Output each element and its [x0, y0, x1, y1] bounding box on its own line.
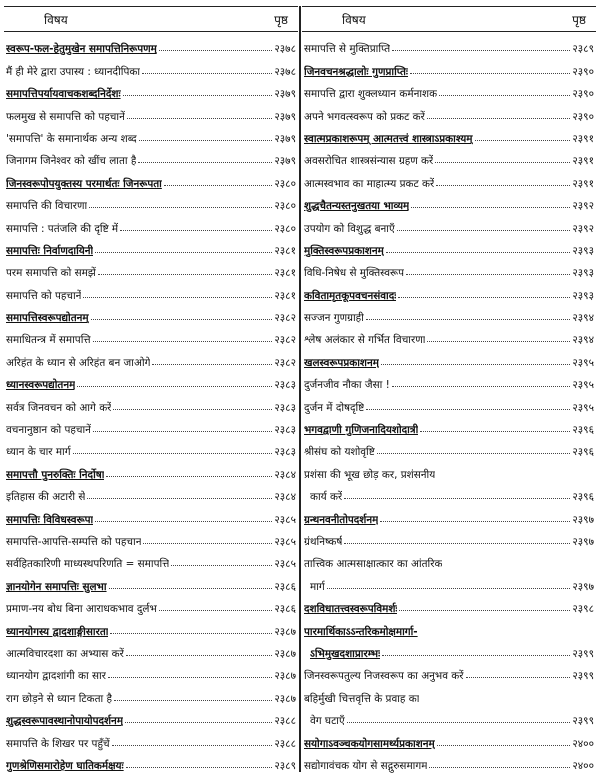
dot-leader — [439, 95, 570, 96]
entry-page-number: २३९५ — [572, 379, 594, 392]
toc-entry — [302, 661, 596, 683]
dot-leader — [112, 745, 273, 746]
entry-title: श्लेष अलंकार से गर्भित विचारणा — [304, 334, 426, 347]
entry-title: भगवद्वाणी गुणिजनादियशोदात्री — [304, 424, 419, 437]
toc-entry — [4, 79, 298, 101]
toc-entry — [4, 191, 298, 213]
toc-entry — [4, 303, 298, 325]
toc-entry — [4, 683, 298, 705]
dot-leader — [475, 140, 571, 141]
entry-title: जिनवचनश्रद्धालोः गुणप्राप्तिः — [304, 65, 408, 78]
entry-page-number: २३९१ — [572, 177, 594, 190]
dot-leader — [366, 319, 571, 320]
entry-page-number: २३९० — [572, 88, 594, 101]
toc-entry — [302, 639, 596, 661]
entry-page-number: २४०० — [572, 737, 594, 750]
entry-title: ध्यानस्वरूपद्योतनम् — [6, 379, 76, 392]
entry-title: समापत्ति से मुक्तिप्राप्ति — [304, 43, 391, 56]
entry-page-number: २३७९ — [274, 88, 296, 101]
dot-leader — [139, 140, 273, 141]
entry-page-number: २३८० — [274, 222, 296, 235]
entry-page-number: २३७९ — [274, 155, 296, 168]
entry-page-number: २३९२ — [572, 200, 594, 213]
dot-leader — [127, 118, 273, 119]
page-label: पृष्ठ — [572, 12, 586, 27]
toc-entry — [302, 706, 596, 728]
entry-page-number: २३७९ — [274, 110, 296, 123]
dot-leader — [344, 543, 570, 544]
entry-title: प्रशंसा की भूख छोड़ कर, प्रशंसनीय — [304, 468, 436, 481]
entry-page-number: २३८३ — [274, 446, 296, 459]
entry-title: मार्ग — [310, 580, 325, 593]
toc-entry — [4, 124, 298, 146]
dot-leader — [109, 588, 273, 589]
entry-title: मैं ही मेरे द्वारा उपास्य : ध्यानदीपिका — [6, 65, 141, 78]
toc-entry — [4, 751, 298, 773]
toc-entry — [4, 236, 298, 258]
toc-entry — [4, 504, 298, 526]
toc-entry — [4, 415, 298, 437]
toc-entry — [4, 168, 298, 190]
dot-leader — [427, 118, 570, 119]
dot-leader — [113, 409, 272, 410]
entry-title: फलमुख से समापत्ति को पहचानें — [6, 110, 125, 123]
entry-title: सद्योगावंचक योग से सद्गुरुसमागम — [304, 759, 428, 772]
entry-page-number: २३९४ — [572, 334, 594, 347]
toc-entry — [302, 370, 596, 392]
entry-page-number: २३९३ — [572, 244, 594, 257]
entry-page-number: २३८७ — [274, 647, 296, 660]
entry-page-number: २३८२ — [274, 334, 296, 347]
dot-leader — [120, 230, 272, 231]
dot-leader — [93, 341, 273, 342]
page-label: पृष्ठ — [274, 12, 288, 27]
dot-leader — [435, 162, 570, 163]
dot-leader — [427, 341, 570, 342]
entry-page-number: २३८९ — [572, 43, 594, 56]
entry-page-number: २३९६ — [572, 491, 594, 504]
entry-page-number: २३९६ — [572, 446, 594, 459]
entry-title: गुणश्रेणिसमारोहेण घातिकर्मक्षयः — [6, 759, 124, 772]
entry-page-number: २३९० — [572, 65, 594, 78]
entry-title: समापत्तौ पुनरुक्तिः निर्दोषा — [6, 468, 105, 481]
dot-leader — [126, 655, 273, 656]
entry-page-number: २३९० — [572, 110, 594, 123]
toc-entry — [4, 549, 298, 571]
entry-title: खलस्वरूपप्रकाशनम् — [304, 356, 379, 369]
dot-leader — [466, 677, 571, 678]
dot-leader — [410, 73, 570, 74]
dot-leader — [159, 610, 273, 611]
toc-entry — [302, 79, 596, 101]
entry-title: ध्यान के चार मार्ग — [6, 446, 71, 459]
entry-title: समापत्ति : पतंजलि की दृष्टि में — [6, 222, 119, 235]
entry-title: जिनस्वरूपतुल्य निजस्वरूप का अनुभव करें — [304, 670, 464, 683]
entry-title: समापत्ति-आपत्ति-सम्पत्ति को पहचान — [6, 535, 142, 548]
dot-leader — [110, 633, 272, 634]
entry-page-number: २३९३ — [572, 289, 594, 302]
toc-entry — [302, 236, 596, 258]
entry-title: ज्ञानयोगेन समापत्तिः सुलभा — [6, 580, 107, 593]
entry-title: शुद्धस्वरूपावस्थानोपायोपदर्शनम् — [6, 715, 124, 728]
dot-leader — [380, 521, 570, 522]
toc-entry — [302, 325, 596, 347]
toc-entry — [302, 415, 596, 437]
toc-entry — [302, 594, 596, 616]
toc-entry — [4, 527, 298, 549]
entry-page-number: २३८४ — [274, 491, 296, 504]
entry-title: विधि-निषेध से मुक्तिस्वरूप — [304, 267, 404, 280]
entry-title: स्वात्मप्रकाशरूपम् आत्मतत्त्वं शास्त्राऽप्रकाश्यम् — [304, 132, 473, 145]
dot-leader — [429, 767, 570, 768]
dot-leader — [108, 677, 272, 678]
toc-entry — [4, 437, 298, 459]
entry-page-number: २३८३ — [274, 424, 296, 437]
toc-entry — [302, 101, 596, 123]
entry-title: समापत्तिः निर्वाणदायिनी — [6, 244, 94, 257]
entry-page-number: २३७८ — [274, 43, 296, 56]
entry-page-number: २४०० — [572, 759, 594, 772]
entry-page-number: २३८८ — [274, 737, 296, 750]
dot-leader — [437, 745, 571, 746]
dot-leader — [164, 185, 273, 186]
entry-page-number: २३७९ — [274, 132, 296, 145]
toc-entry — [4, 370, 298, 392]
entry-page-number: २३८२ — [274, 312, 296, 325]
dot-leader — [93, 431, 272, 432]
entry-title: प्रमाण-नय बोध बिना आराधकभाव दुर्लभ — [6, 603, 157, 616]
toc-entry — [4, 616, 298, 638]
toc-entry — [4, 34, 298, 56]
dot-leader — [106, 476, 272, 477]
entry-title: समापत्ति द्वारा शुक्लध्यान कर्मनाशक — [304, 88, 438, 101]
entry-page-number: २३८२ — [274, 356, 296, 369]
dot-leader — [382, 655, 570, 656]
entry-title: पारमार्थिकाऽऽन्तरिकमोक्षमार्गा- — [304, 625, 418, 638]
entry-title: ध्यानयोगस्य द्वादशाङ्गीसारता — [6, 625, 109, 638]
entry-page-number: २३८३ — [274, 401, 296, 414]
entry-title: अरिहंत के ध्यान से अरिहंत बन जाओगे — [6, 356, 151, 369]
dot-leader — [327, 588, 571, 589]
entry-page-number: २३८० — [274, 200, 296, 213]
entry-page-number: २३९१ — [572, 155, 594, 168]
subject-label: विषय — [342, 12, 366, 27]
toc-entry — [302, 191, 596, 213]
entry-title: 'समापत्ति' के समानार्थक अन्य शब्द — [6, 132, 137, 145]
entry-title: तात्त्विक आत्मसाक्षात्कार का आंतरिक — [304, 558, 443, 571]
left-column-header — [4, 6, 298, 32]
dot-leader — [386, 252, 571, 253]
dot-leader — [171, 565, 272, 566]
toc-entry — [302, 459, 596, 481]
entry-page-number: २३९१ — [572, 132, 594, 145]
dot-leader — [347, 722, 571, 723]
toc-entry — [302, 571, 596, 593]
entry-title: इतिहास की अटारी से — [6, 491, 86, 504]
entry-page-number: २३८६ — [274, 603, 296, 616]
entry-title: दुर्जनजीव नौका जैसा ! — [304, 379, 390, 392]
entry-title: दशविधातत्त्वस्वरूपविमर्शः — [304, 603, 398, 616]
entry-title: अपने भगवत्स्वरूप को प्रकट करें — [304, 110, 425, 123]
dot-leader — [420, 431, 570, 432]
entry-title: ग्रन्थनवनीतोपदर्शनम् — [304, 513, 379, 526]
entry-title: वचनानुष्ठान को पहचानें — [6, 424, 91, 437]
dot-leader — [83, 297, 272, 298]
toc-entry — [302, 616, 596, 638]
entry-page-number: २३९२ — [572, 222, 594, 235]
toc-entry — [4, 661, 298, 683]
dot-leader — [125, 722, 272, 723]
entry-title: ध्यानयोग द्वादशांगी का सार — [6, 670, 106, 683]
dot-leader — [406, 274, 570, 275]
toc-entry — [302, 751, 596, 773]
entry-title: जिनागम जिनेश्वर को खींच लाता है — [6, 155, 137, 168]
entry-page-number: २३९९ — [572, 670, 594, 683]
entry-page-number: २३९५ — [572, 356, 594, 369]
entry-title: परम समापत्ति को समझें — [6, 267, 96, 280]
toc-entry — [302, 303, 596, 325]
dot-leader — [143, 543, 272, 544]
entry-page-number: २३९४ — [572, 312, 594, 325]
entry-title: स्वरूप-फल-हेतुमुखेन समापत्तिनिरूपणम् — [6, 43, 157, 56]
entry-page-number: २३९९ — [572, 647, 594, 660]
dot-leader — [397, 230, 571, 231]
entry-page-number: २३८६ — [274, 580, 296, 593]
entry-title: सर्वहितकारिणी माध्यस्थपरिणति = समापत्ति — [6, 558, 170, 571]
entry-title: जिनस्वरूपोपयुक्तस्य परमार्थतः जिनरूपता — [6, 177, 162, 190]
right-entry-list — [302, 34, 596, 773]
dot-leader — [77, 386, 272, 387]
toc-entry — [302, 258, 596, 280]
toc-entry — [4, 728, 298, 750]
dot-leader — [381, 364, 570, 365]
entry-title: ग्रंथनिष्कर्ष — [304, 535, 343, 548]
dot-leader — [91, 319, 273, 320]
entry-page-number: २३९७ — [572, 535, 594, 548]
entry-page-number: २३९६ — [572, 424, 594, 437]
entry-title: समापत्तिः विविधस्वरूपा — [6, 513, 94, 526]
entry-page-number: २३८७ — [274, 625, 296, 638]
entry-page-number: २३७८ — [274, 65, 296, 78]
entry-page-number: २३९७ — [572, 580, 594, 593]
dot-leader — [344, 498, 570, 499]
entry-page-number: २३८१ — [274, 267, 296, 280]
entry-page-number: २३८३ — [274, 379, 296, 392]
dot-leader — [392, 50, 570, 51]
dot-leader — [95, 252, 272, 253]
entry-title: दुर्जन में दोषदृष्टि — [304, 401, 365, 414]
entry-title: समापत्ति को पहचानें — [6, 289, 82, 302]
toc-entry — [302, 527, 596, 549]
entry-title: ऽभिमुखदशाप्रारम्भः — [310, 647, 381, 660]
right-column-header — [302, 6, 596, 32]
dot-leader — [377, 453, 571, 454]
toc-entry — [4, 325, 298, 347]
entry-page-number: २३८९ — [274, 759, 296, 772]
dot-leader — [89, 207, 272, 208]
toc-entry — [4, 706, 298, 728]
dot-leader — [398, 297, 570, 298]
entry-page-number: २३८७ — [274, 670, 296, 683]
toc-entry — [4, 639, 298, 661]
entry-title: श्रीसंघ को यशोवृष्टि — [304, 446, 375, 459]
entry-title: सर्वत्र जिनवचन को आगे करें — [6, 401, 112, 414]
dot-leader — [411, 207, 570, 208]
toc-entry — [302, 56, 596, 78]
entry-page-number: २३८१ — [274, 289, 296, 302]
entry-title: समाधितन्त्र में समापत्ति — [6, 334, 91, 347]
entry-title: अवसरोचित शास्त्रसंन्यास ग्रहण करें — [304, 155, 434, 168]
entry-title: आत्मविचारदशा का अभ्यास करें — [6, 647, 124, 660]
entry-title: शुद्धचैतन्यस्तनुखतया भाव्यम् — [304, 200, 410, 213]
dot-leader — [152, 364, 272, 365]
entry-page-number: २३८५ — [274, 535, 296, 548]
entry-page-number: २३८७ — [274, 692, 296, 705]
entry-title: सयोगाऽवञ्चकयोगसामर्थ्यप्रकाशनम् — [304, 737, 435, 750]
entry-page-number: २३८१ — [274, 244, 296, 257]
left-entry-list — [4, 34, 298, 773]
toc-entry — [302, 347, 596, 369]
entry-title: समापत्ति के शिखर पर पहुँचें — [6, 737, 110, 750]
dot-leader — [73, 453, 273, 454]
toc-entry — [4, 213, 298, 235]
dot-leader — [123, 95, 273, 96]
toc-entry — [302, 213, 596, 235]
entry-title: वेग घटाएँ — [310, 715, 345, 728]
toc-entry — [302, 482, 596, 504]
dot-leader — [392, 386, 571, 387]
entry-title: बहिर्मुखी चित्तवृत्ति के प्रवाह का — [304, 692, 420, 705]
dot-leader — [142, 73, 272, 74]
toc-entry — [4, 392, 298, 414]
toc-entry — [302, 683, 596, 705]
dot-leader — [366, 409, 570, 410]
subject-label: विषय — [44, 12, 68, 27]
dot-leader — [399, 610, 570, 611]
dot-leader — [159, 50, 273, 51]
toc-entry — [302, 124, 596, 146]
entry-title: समापत्तिपर्यायवाचकशब्दनिर्देशः — [6, 88, 121, 101]
entry-page-number: २३९८ — [572, 603, 594, 616]
dot-leader — [98, 274, 273, 275]
entry-page-number: २३९३ — [572, 267, 594, 280]
toc-entry — [4, 258, 298, 280]
toc-entry — [4, 459, 298, 481]
left-column — [4, 6, 298, 773]
dot-leader — [126, 767, 273, 768]
entry-title: सज्जन गुणग्राही — [304, 312, 364, 325]
entry-page-number: २३८५ — [274, 558, 296, 571]
toc-entry — [4, 594, 298, 616]
entry-page-number: २३८० — [274, 177, 296, 190]
entry-title: आत्मस्वभाव का माहात्म्य प्रकट करें — [304, 177, 435, 190]
entry-title: राग छोड़ने से ध्यान टिकता है — [6, 692, 113, 705]
entry-page-number: २३९९ — [572, 715, 594, 728]
toc-entry — [302, 504, 596, 526]
toc-entry — [4, 56, 298, 78]
toc-entry — [4, 101, 298, 123]
toc-entry — [302, 168, 596, 190]
toc-entry — [4, 146, 298, 168]
dot-leader — [436, 185, 570, 186]
entry-page-number: २३८४ — [274, 468, 296, 481]
entry-page-number: २३९७ — [572, 513, 594, 526]
entry-title: उपयोग को विशुद्ध बनाएँ — [304, 222, 395, 235]
toc-entry — [302, 280, 596, 302]
toc-entry — [4, 571, 298, 593]
entry-title: कवितामृतकूपवचनसंवादः — [304, 289, 397, 302]
toc-entry — [302, 437, 596, 459]
toc-entry — [302, 549, 596, 571]
entry-page-number: २३९५ — [572, 401, 594, 414]
entry-title: कार्य करें — [310, 491, 343, 504]
toc-entry — [302, 34, 596, 56]
entry-page-number: २३८५ — [274, 513, 296, 526]
dot-leader — [95, 521, 272, 522]
entry-title: समापत्तिस्वरूपद्योतनम् — [6, 312, 89, 325]
toc-entry — [4, 482, 298, 504]
dot-leader — [114, 700, 272, 701]
toc-entry — [4, 280, 298, 302]
toc-entry — [302, 392, 596, 414]
dot-leader — [138, 162, 272, 163]
entry-title: मुक्तिस्वरूपप्रकाशनम् — [304, 244, 384, 257]
toc-entry — [302, 728, 596, 750]
toc-entry — [4, 347, 298, 369]
column-divider — [299, 6, 301, 772]
entry-page-number: २३८८ — [274, 715, 296, 728]
entry-title: समापत्ति की विचारणा — [6, 200, 88, 213]
toc-entry — [302, 146, 596, 168]
right-column — [302, 6, 596, 773]
dot-leader — [87, 498, 272, 499]
